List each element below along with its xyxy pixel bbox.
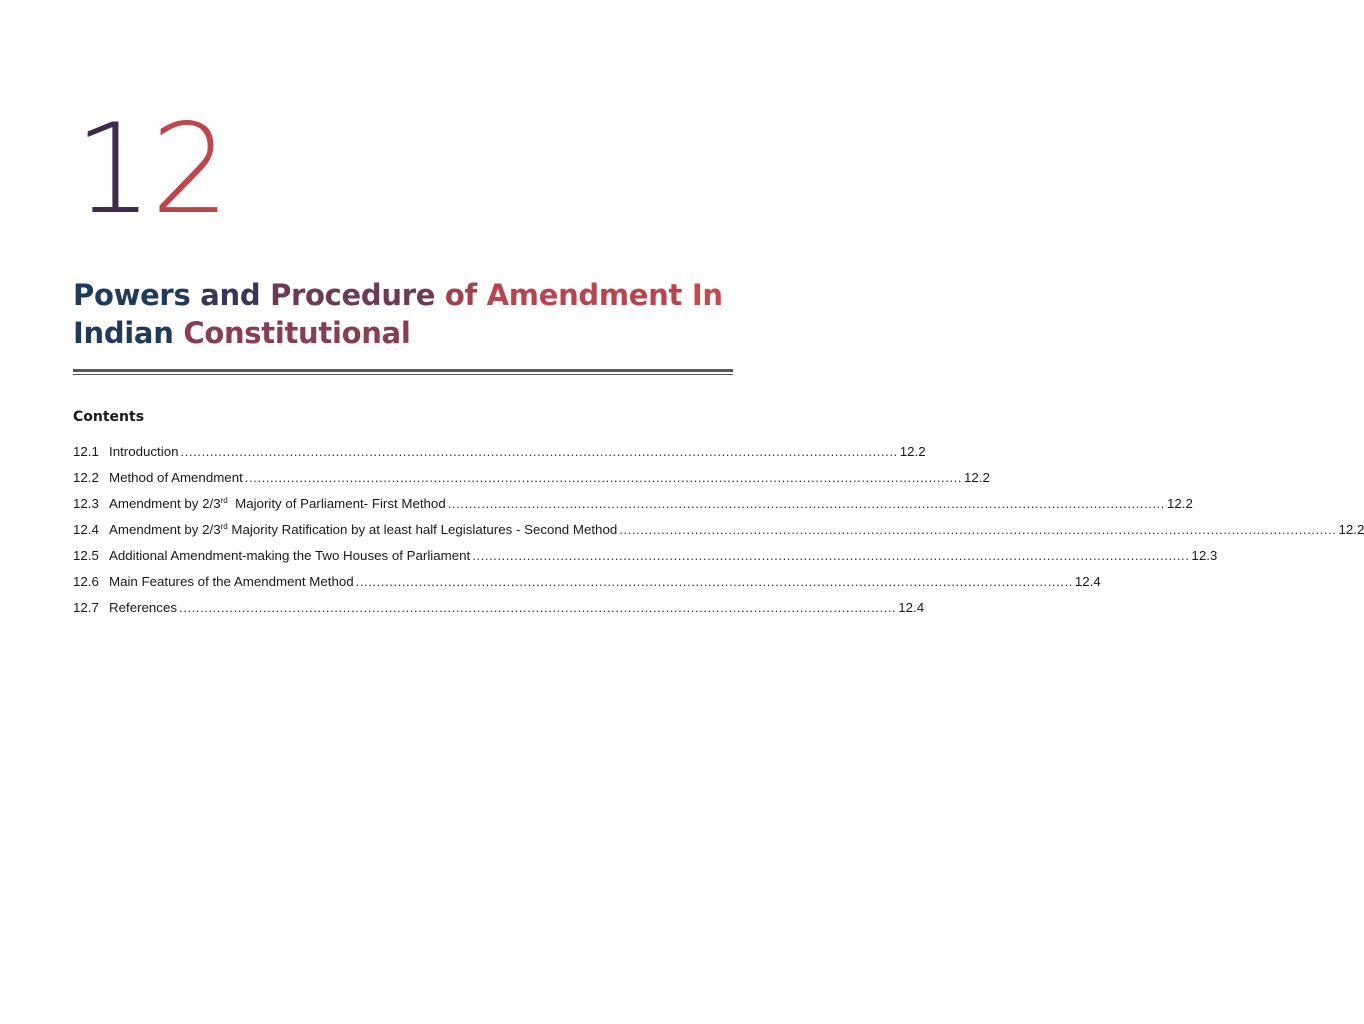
toc-entry-page: 12.4 — [898, 600, 925, 615]
toc-entry-number: 12.2 — [73, 470, 99, 485]
toc-dot-leader: ........................................................................................................................................................................... — [447, 496, 1165, 511]
toc-entry-label: Main Features of the Amendment Method — [109, 574, 354, 589]
toc-entry-page: 12.2 — [1338, 522, 1364, 537]
toc-entry-number: 12.1 — [73, 444, 99, 459]
chapter-title-line-2 — [73, 314, 748, 352]
title-word: and — [200, 278, 271, 312]
toc-entry-number: 12.3 — [73, 496, 99, 511]
chapter-number — [74, 98, 228, 242]
title-word: Indian — [73, 316, 184, 350]
superscript: rd — [220, 496, 228, 505]
toc-entry-label: Additional Amendment-making the Two Houses of Parliament — [109, 548, 471, 563]
toc-entry-number: 12.6 — [73, 574, 99, 589]
toc-entry-number: 12.7 — [73, 600, 99, 615]
toc-entry-page: 12.3 — [1191, 548, 1218, 563]
toc-entry[interactable] — [73, 574, 1101, 600]
chapter-number-digit-1: 1 — [74, 98, 151, 242]
toc-dot-leader: ........................................................................................................................................................................... — [472, 548, 1190, 563]
toc-dot-leader: ........................................................................................................................................................................... — [619, 522, 1337, 537]
title-word: Amendment — [486, 278, 692, 312]
toc-entry-label: Amendment by 2/3rd Majority of Parliament- First Method — [109, 496, 446, 511]
toc-entry[interactable] — [73, 496, 1193, 522]
toc-dot-leader: ........................................................................................................................................................................... — [355, 574, 1073, 589]
toc-entry[interactable] — [73, 470, 990, 496]
toc-entry-page: 12.4 — [1074, 574, 1101, 589]
table-of-contents — [73, 444, 1364, 626]
chapter-number-digit-2: 2 — [150, 98, 228, 242]
title-word: Constitutional — [183, 316, 411, 350]
toc-entry-label: Method of Amendment — [109, 470, 243, 485]
toc-entry-number: 12.5 — [73, 548, 99, 563]
toc-dot-leader: ........................................................................................................................................................................... — [179, 600, 897, 615]
chapter-title-line-1 — [73, 276, 748, 314]
superscript: rd — [220, 522, 228, 531]
toc-entry[interactable] — [73, 444, 926, 470]
toc-dot-leader: ........................................................................................................................................................................... — [180, 444, 898, 459]
contents-heading: Contents — [73, 409, 145, 425]
toc-entry[interactable] — [73, 548, 1218, 574]
title-word: Powers — [73, 278, 201, 312]
title-word: of — [444, 278, 487, 312]
toc-entry[interactable] — [73, 600, 925, 626]
toc-entry-label: References — [109, 600, 177, 615]
toc-entry[interactable] — [73, 522, 1364, 548]
toc-entry-page: 12.2 — [1166, 496, 1193, 511]
toc-entry-page: 12.2 — [964, 470, 990, 485]
toc-entry-number: 12.4 — [73, 522, 99, 537]
toc-entry-page: 12.2 — [899, 444, 926, 459]
title-word: Procedure — [270, 278, 445, 312]
toc-entry-label: Introduction — [109, 444, 179, 459]
toc-entry-label: Amendment by 2/3rd Majority Ratification by at least half Legislatures - Second Method — [109, 522, 618, 537]
title-word: In — [691, 278, 723, 312]
chapter-title — [73, 276, 748, 352]
toc-dot-leader: ........................................................................................................................................................................... — [244, 470, 963, 485]
title-divider — [73, 369, 733, 375]
